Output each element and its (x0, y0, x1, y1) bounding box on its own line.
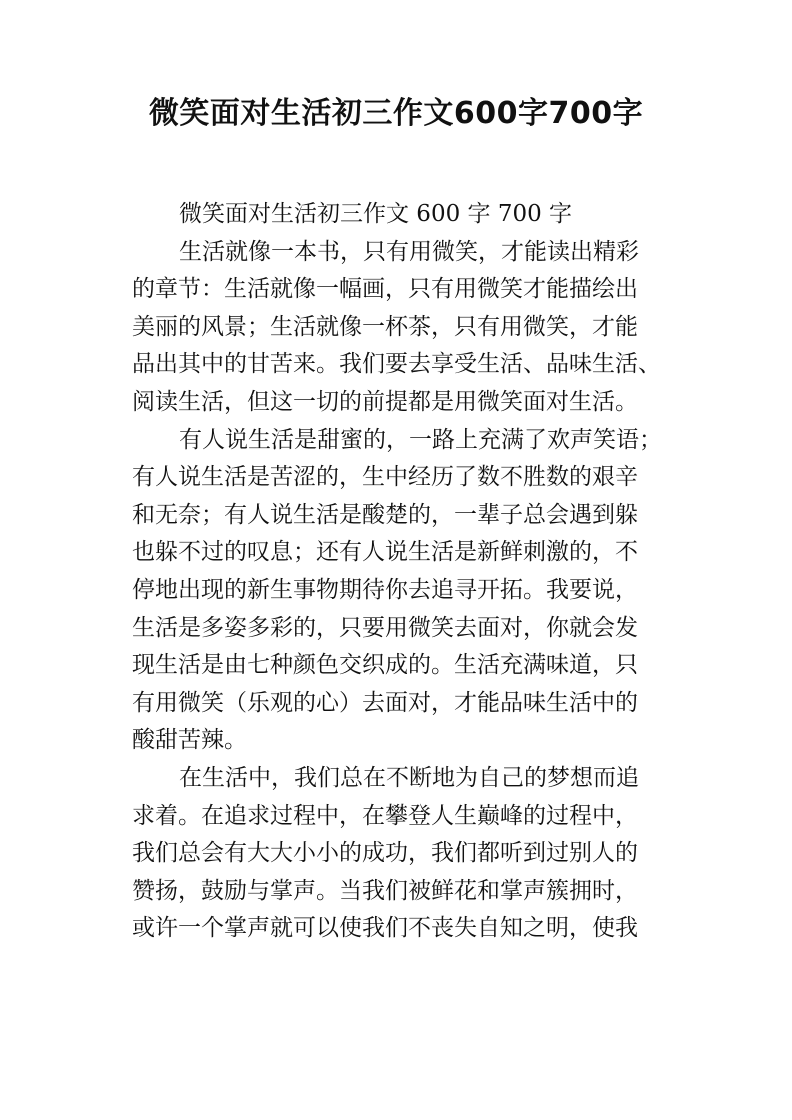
paragraph-2-line-4: 也躲不过的叹息；还有人说生活是新鲜刺激的，不 (132, 539, 638, 566)
paragraph-1-line-1: 生活就像一本书，只有用微笑，才能读出精彩 (179, 238, 639, 265)
paragraph-2-line-8: 有用微笑（乐观的心）去面对，才能品味生活中的 (132, 689, 638, 716)
paragraph-1-line-5: 阅读生活，但这一切的前提都是用微笑面对生活。 (132, 388, 638, 415)
paragraph-2-line-7: 现生活是由七种颜色交织成的。生活充满味道，只 (132, 652, 638, 679)
paragraph-1-line-4: 品出其中的甘苦来。我们要去享受生活、品味生活、 (132, 351, 661, 378)
paragraph-2-line-6: 生活是多姿多彩的，只要用微笑去面对，你就会发 (132, 614, 638, 641)
subtitle-line: 微笑面对生活初三作文 600 字 700 字 (179, 201, 573, 227)
document-body (132, 196, 662, 948)
paragraph-2-line-9: 酸甜苦辣。 (132, 727, 247, 754)
paragraph-2-line-1: 有人说生活是甜蜜的，一路上充满了欢声笑语； (179, 426, 662, 453)
paragraph-1-line-2: 的章节：生活就像一幅画，只有用微笑才能描绘出 (132, 276, 638, 303)
paragraph-2-line-5: 停地出现的新生事物期待你去追寻开拓。我要说， (132, 576, 638, 603)
paragraph-3-line-1: 在生活中，我们总在不断地为自己的梦想而追 (179, 764, 639, 791)
document-title: 微笑面对生活初三作文600字700字 (148, 96, 644, 131)
paragraph-2-line-2: 有人说生活是苦涩的，生中经历了数不胜数的艰辛 (132, 464, 638, 491)
paragraph-2-line-3: 和无奈；有人说生活是酸楚的，一辈子总会遇到躲 (132, 501, 638, 528)
paragraph-3-line-4: 赞扬，鼓励与掌声。当我们被鲜花和掌声簇拥时， (132, 877, 638, 904)
paragraph-3-line-3: 我们总会有大大小小的成功，我们都听到过别人的 (132, 840, 638, 867)
paragraph-1-line-3: 美丽的风景；生活就像一杯茶，只有用微笑，才能 (132, 313, 638, 340)
paragraph-3-line-5: 或许一个掌声就可以使我们不丧失自知之明，使我 (132, 915, 638, 942)
paragraph-3-line-2: 求着。在追求过程中，在攀登人生巅峰的过程中， (132, 802, 638, 829)
